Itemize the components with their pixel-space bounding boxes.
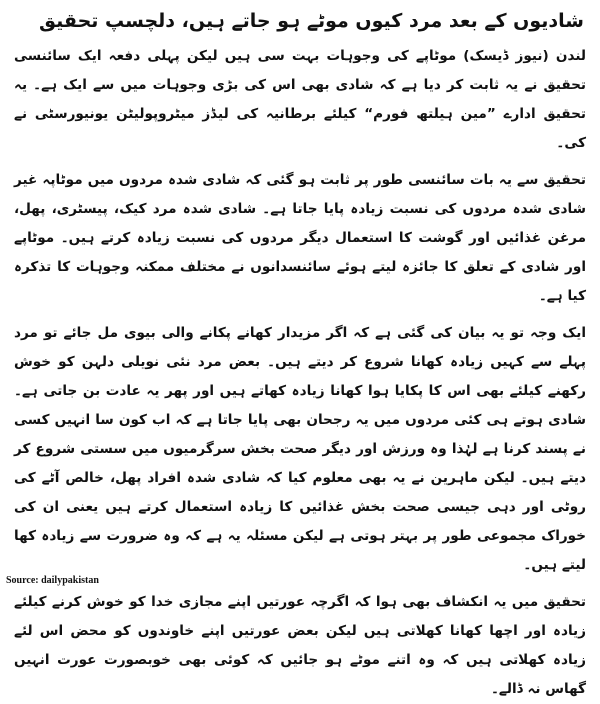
article-paragraph-1: لندن (نیوز ڈیسک) موٹاپے کی وجوہات بہت سی ہیں لیکن پہلی دفعہ ایک سائنسی تحقیق نے یہ ثابت کر دیا ہے کہ شادی بھی اس کی بڑی وجوہات میں سے ایک ہے۔ یہ تحقیق ادارے ”مین ہیلتھ فورم“ کیلئے برطانیہ کی لیڈز میٹروپولیٹن یونیورسٹی نے کی۔ [14, 48, 586, 151]
article-paragraph-3: ایک وجہ تو یہ بیان کی گئی ہے کہ اگر مزیدار کھانے پکانے والی بیوی مل جائے تو مرد پہلے سے کہیں زیادہ کھانا شروع کر دیتے ہیں۔ بعض مرد نئی نویلی دلہن کو خوش رکھنے کیلئے بھی اس کا پکایا ہوا کھانا زیادہ کھاتے ہیں اور پھر یہ عادت بن جاتی ہے۔ شادی ہوتے ہی کئی مردوں میں یہ رجحان بھی پایا جاتا ہے کہ اب کون سا انہیں کسی نے پسند کرنا ہے لہٰذا وہ ورزش اور دیگر صحت بخش سرگرمیوں میں سستی شروع کر دیتے ہیں۔ لیکن ماہرین نے یہ بھی معلوم کیا کہ شادی شدہ افراد پھل، خالص آٹے کی روٹی اور دہی جیسی صحت بخش غذائیں کا زیادہ استعمال کرتے ہیں یعنی ان کی خوراک مجموعی طور پر بہتر ہوتی ہے لیکن مسئلہ یہ ہے کہ وہ ضرورت سے زیادہ کھا لیتے ہیں۔ [14, 325, 586, 573]
source-credit: Source: dailypakistan [6, 575, 99, 586]
article-headline: شادیوں کے بعد مرد کیوں موٹے ہو جاتے ہیں، دلچسپ تحقیق [39, 10, 584, 32]
news-article [14, 6, 586, 697]
article-paragraph-2: تحقیق سے یہ بات سائنسی طور پر ثابت ہو گئی کہ شادی شدہ مردوں میں موٹاپہ غیر شادی شدہ مردوں کی نسبت زیادہ پایا جاتا ہے۔ شادی شدہ مرد کیک، پیسٹری، پھل، مرغن غذائیں اور گوشت کا استعمال دیگر مردوں کی نسبت زیادہ کرتے ہیں۔ موٹاپے اور شادی کے تعلق کا جائزہ لیتے ہوئے سائنسدانوں نے مختلف ممکنہ وجوہات کا تذکرہ کیا ہے۔ [14, 172, 586, 304]
article-paragraph-4: تحقیق میں یہ انکشاف بھی ہوا کہ اگرچہ عورتیں اپنے مجازی خدا کو خوش کرنے کیلئے زیادہ اور اچھا کھانا کھلاتی ہیں لیکن بعض عورتیں اپنے خاوندوں کو محض اس لئے زیادہ کھلاتی ہیں کہ وہ اتنے موٹے ہو جائیں کہ کوئی بھی خوبصورت عورت انہیں گھاس نہ ڈالے۔ [14, 594, 586, 697]
article-body [14, 42, 586, 704]
